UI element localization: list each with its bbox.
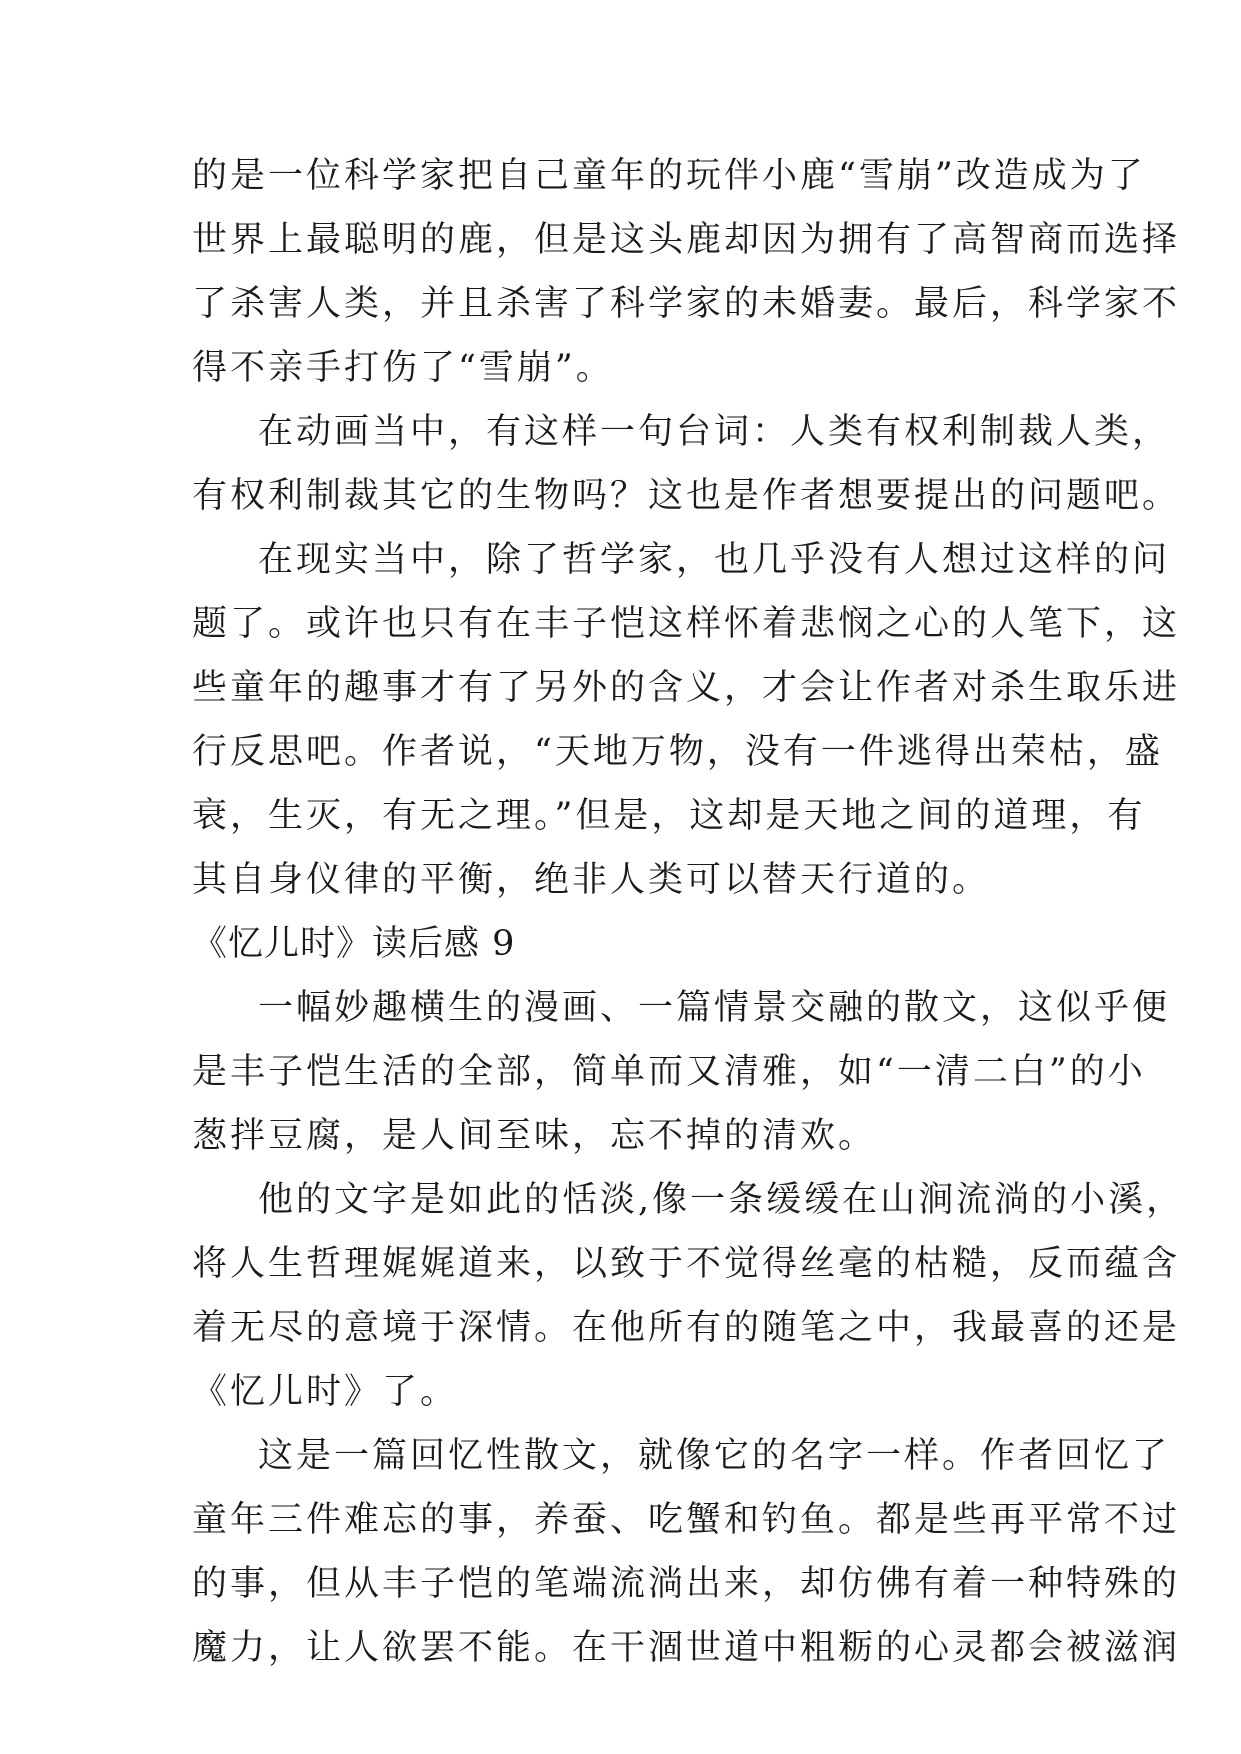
text-line: 些童年的趣事才有了另外的含义，才会让作者对杀生取乐进 bbox=[192, 668, 1181, 708]
text-line: 在动画当中，有这样一句台词：人类有权利制裁人类， bbox=[258, 412, 1171, 452]
text-line: 葱拌豆腐，是人间至味，忘不掉的清欢。 bbox=[192, 1116, 877, 1156]
text-line: 是丰子恺生活的全部，简单而又清雅，如“一清二白”的小 bbox=[192, 1052, 1146, 1092]
text-line: 了杀害人类，并且杀害了科学家的未婚妻。最后，科学家不 bbox=[192, 284, 1181, 324]
text-line: 其自身仪律的平衡，绝非人类可以替天行道的。 bbox=[192, 860, 991, 900]
text-line: 将人生哲理娓娓道来，以致于不觉得丝毫的枯糙，反而蕴含 bbox=[192, 1244, 1181, 1284]
text-line: 的事，但从丰子恺的笔端流淌出来，却仿佛有着一种特殊的 bbox=[192, 1564, 1181, 1604]
text-line: 一幅妙趣横生的漫画、一篇情景交融的散文，这似乎便 bbox=[258, 988, 1171, 1028]
text-line: 着无尽的意境于深情。在他所有的随笔之中，我最喜的还是 bbox=[192, 1308, 1181, 1348]
text-line: 《忆儿时》了。 bbox=[192, 1372, 459, 1412]
text-line: 衰，生灭，有无之理。”但是，这却是天地之间的道理，有 bbox=[192, 796, 1146, 836]
body-text bbox=[192, 144, 1185, 1680]
text-line: 世界上最聪明的鹿，但是这头鹿却因为拥有了高智商而选择 bbox=[192, 220, 1181, 260]
text-line: 魔力，让人欲罢不能。在干涸世道中粗粝的心灵都会被滋润 bbox=[192, 1628, 1181, 1668]
text-line: 行反思吧。作者说，“天地万物，没有一件逃得出荣枯，盛 bbox=[192, 732, 1163, 772]
text-line: 童年三件难忘的事，养蚕、吃蟹和钓鱼。都是些再平常不过 bbox=[192, 1500, 1181, 1540]
text-line: 得不亲手打伤了“雪崩”。 bbox=[192, 348, 614, 388]
text-line: 这是一篇回忆性散文，就像它的名字一样。作者回忆了 bbox=[258, 1436, 1171, 1476]
text-line: 有权利制裁其它的生物吗？这也是作者想要提出的问题吧。 bbox=[192, 476, 1181, 516]
text-line: 在现实当中，除了哲学家，也几乎没有人想过这样的问 bbox=[258, 540, 1171, 580]
section-heading: 《忆儿时》读后感 9 bbox=[192, 924, 516, 964]
text-line: 的是一位科学家把自己童年的玩伴小鹿“雪崩”改造成为了 bbox=[192, 156, 1146, 196]
text-line: 他的文字是如此的恬淡,像一条缓缓在山涧流淌的小溪， bbox=[258, 1180, 1185, 1220]
text-line: 题了。或许也只有在丰子恺这样怀着悲悯之心的人笔下，这 bbox=[192, 604, 1181, 644]
